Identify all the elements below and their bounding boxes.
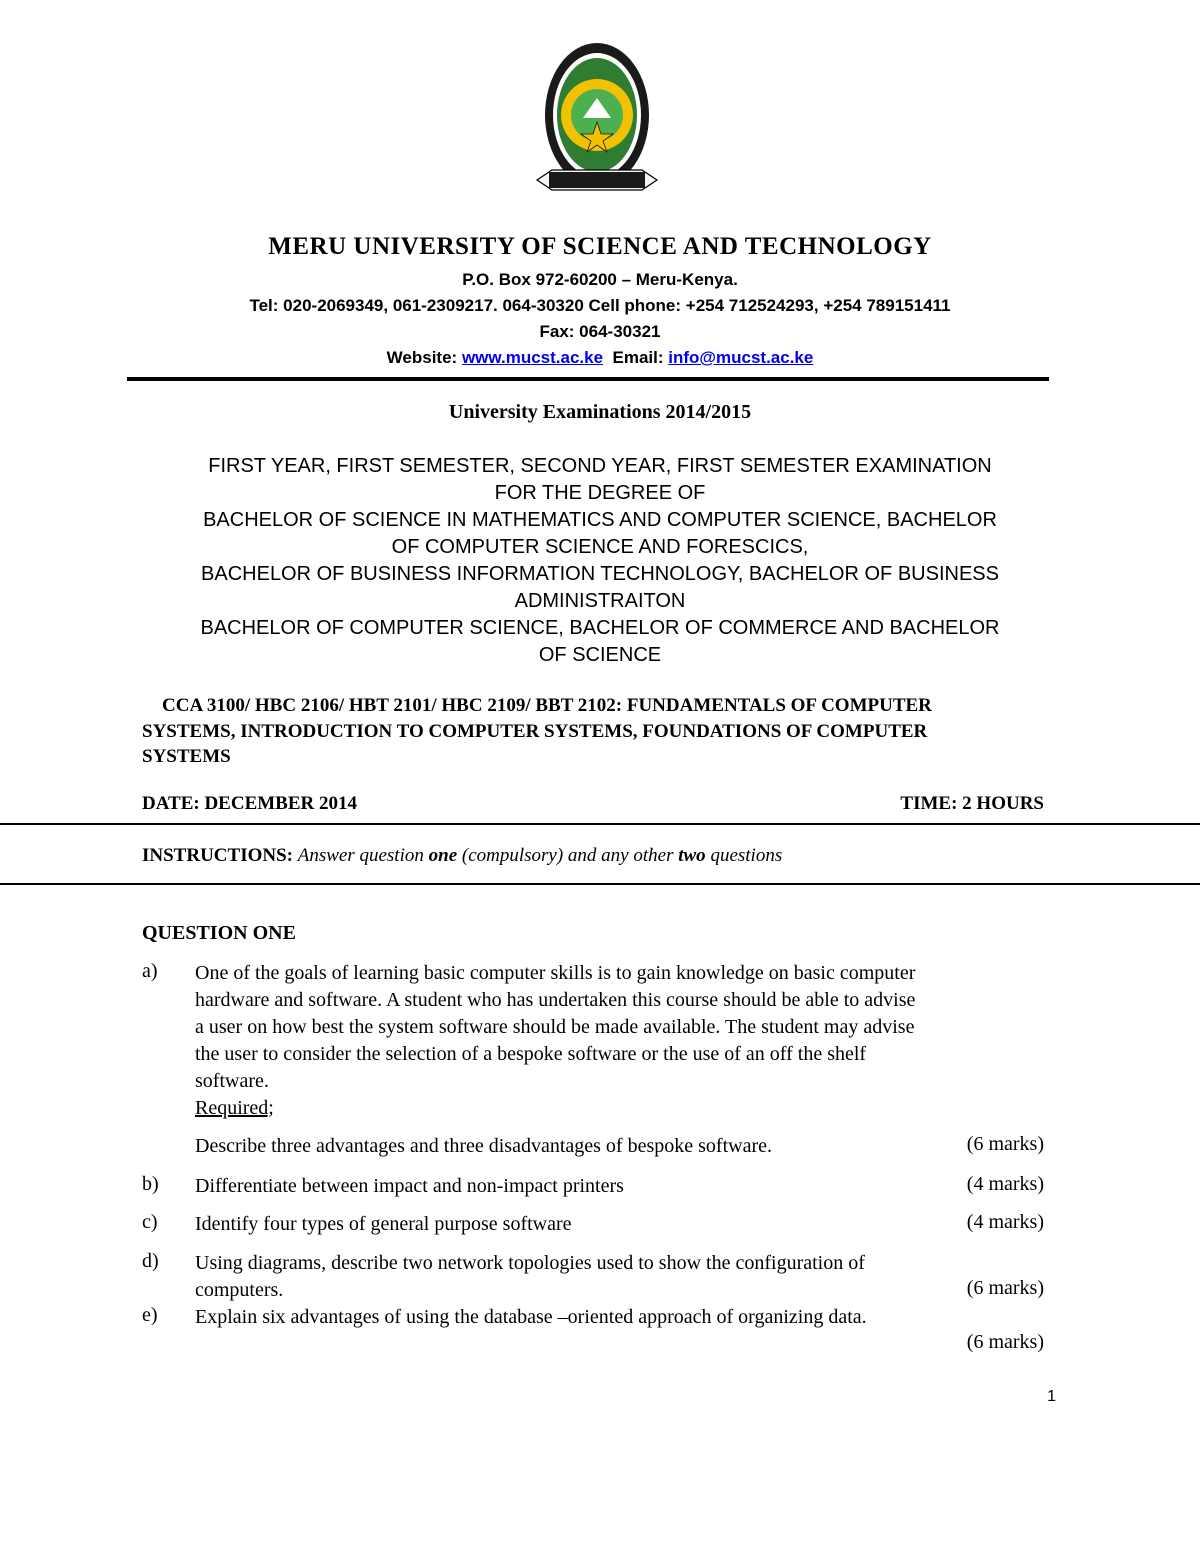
question-a-line: a user on how best the system software should be made available. The student may advise xyxy=(195,1016,915,1038)
degree-line: OF SCIENCE xyxy=(538,644,662,666)
page-number: 1 xyxy=(1047,1388,1056,1405)
exam-title: University Examinations 2014/2015 xyxy=(448,401,752,423)
question-b-marks: (4 marks) xyxy=(966,1173,1044,1195)
exam-time: TIME: 2 HOURS xyxy=(900,793,1044,814)
question-a-line: the user to consider the selection of a bespoke software or the use of an off the shelf xyxy=(195,1043,867,1065)
question-c-marks: (4 marks) xyxy=(966,1211,1044,1233)
course-line: SYSTEMS xyxy=(142,746,231,767)
university-name: MERU UNIVERSITY OF SCIENCE AND TECHNOLOGY xyxy=(268,233,932,260)
instructions-text-2: (compulsory) and any other xyxy=(461,845,674,866)
degree-line: FIRST YEAR, FIRST SEMESTER, SECOND YEAR, FIRST SEMESTER EXAMINATION xyxy=(208,455,992,477)
question-d-line1: Using diagrams, describe two network topologies used to show the configuration of xyxy=(195,1252,865,1274)
question-a-marks: (6 marks) xyxy=(966,1133,1044,1155)
email-link[interactable]: info@mucst.ac.ke xyxy=(668,348,814,367)
course-line: CCA 3100/ HBC 2106/ HBT 2101/ HBC 2109/ BBT 2102: FUNDAMENTALS OF COMPUTER xyxy=(162,695,932,716)
question-a-required: Required; xyxy=(195,1097,274,1119)
website-link[interactable]: www.mucst.ac.ke xyxy=(461,348,604,367)
question-a-label: a) xyxy=(142,960,158,982)
question-d-marks: (6 marks) xyxy=(966,1277,1044,1299)
question-a-line: One of the goals of learning basic computer skills is to gain knowledge on basic computer xyxy=(195,962,916,984)
degree-line: BACHELOR OF SCIENCE IN MATHEMATICS AND COMPUTER SCIENCE, BACHELOR xyxy=(203,509,997,531)
exam-date: DATE: DECEMBER 2014 xyxy=(142,793,357,814)
instructions-text-3: questions xyxy=(710,845,783,866)
question-e-marks: (6 marks) xyxy=(966,1331,1044,1353)
contact-line xyxy=(0,348,1200,368)
question-one-heading: QUESTION ONE xyxy=(142,922,296,944)
question-a-task: Describe three advantages and three disadvantages of bespoke software. xyxy=(195,1135,772,1157)
header-divider xyxy=(127,377,1049,381)
degree-block xyxy=(0,453,1200,669)
instructions-divider xyxy=(0,883,1200,885)
question-d-label: d) xyxy=(142,1250,159,1272)
degree-line: BACHELOR OF COMPUTER SCIENCE, BACHELOR OF COMMERCE AND BACHELOR xyxy=(200,617,1000,639)
date-divider xyxy=(0,823,1200,825)
degree-line: OF COMPUTER SCIENCE AND FORESCICS, xyxy=(391,536,809,558)
email-label: Email: xyxy=(612,348,664,367)
question-c-label: c) xyxy=(142,1211,158,1233)
fax: Fax: 064-30321 xyxy=(539,322,661,341)
instructions-emph-one: one xyxy=(428,845,458,866)
question-a-line: hardware and software. A student who has undertaken this course should be able to advise xyxy=(195,989,916,1011)
question-e-label: e) xyxy=(142,1304,158,1326)
question-b-label: b) xyxy=(142,1173,159,1195)
course-line: SYSTEMS, INTRODUCTION TO COMPUTER SYSTEMS, FOUNDATIONS OF COMPUTER xyxy=(142,720,928,742)
telephone: Tel: 020-2069349, 061-2309217. 064-30320 Cell phone: +254 712524293, +254 789151411 xyxy=(249,296,951,315)
question-e-text: Explain six advantages of using the database –oriented approach of organizing data. xyxy=(195,1306,867,1328)
website-label: Website: xyxy=(386,348,458,367)
question-c-text: Identify four types of general purpose software xyxy=(195,1213,572,1235)
instructions xyxy=(142,845,782,867)
degree-line: ADMINISTRAITON xyxy=(514,590,686,612)
question-a-line: software. xyxy=(195,1070,269,1092)
degree-line: FOR THE DEGREE OF xyxy=(494,482,706,504)
question-b-text: Differentiate between impact and non-impact printers xyxy=(195,1175,624,1197)
degree-line: BACHELOR OF BUSINESS INFORMATION TECHNOLOGY, BACHELOR OF BUSINESS xyxy=(201,563,999,585)
instructions-emph-two: two xyxy=(678,845,706,866)
question-a-body xyxy=(195,960,1065,1122)
instructions-label: INSTRUCTIONS: xyxy=(142,845,293,866)
question-d-line2: computers. xyxy=(195,1279,284,1301)
course-block xyxy=(142,693,1062,770)
po-box: P.O. Box 972-60200 – Meru-Kenya. xyxy=(462,270,738,289)
university-crest xyxy=(527,40,667,215)
instructions-text-1: Answer question xyxy=(297,845,424,866)
